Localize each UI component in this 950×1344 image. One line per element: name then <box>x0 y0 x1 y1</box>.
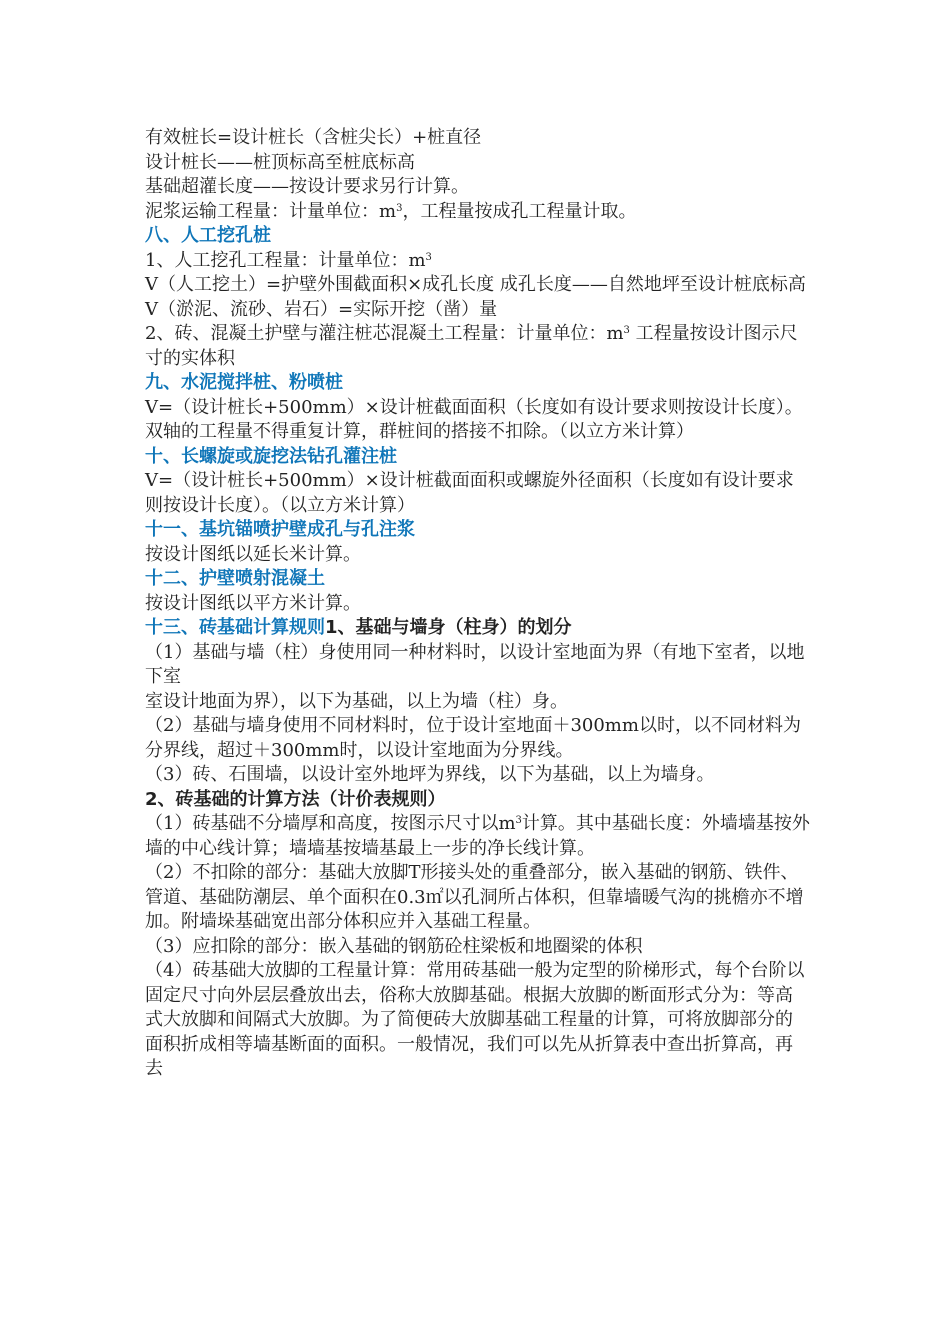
text-line: V（人工挖土）=护壁外围截面积×成孔长度 成孔长度——自然地坪至设计桩底标高 <box>145 274 806 295</box>
text-line: V=（设计桩长+500mm）×设计桩截面面积或螺旋外径面积（长度如有设计要求则按设计长度）。（以立方米计算） <box>145 470 794 516</box>
text-line: 基础超灌长度——按设计要求另行计算。 <box>145 176 469 197</box>
text-line: V=（设计桩长+500mm）×设计桩截面面积（长度如有设计要求则按设计长度）。双轴的工程量不得重复计算，群桩间的搭接不扣除。（以立方米计算） <box>145 396 803 442</box>
section-heading: 十、长螺旋或旋挖法钻孔灌注桩 <box>145 445 397 467</box>
text-line: 2、砖、混凝土护壁与灌注桩芯混凝土工程量：计量单位：$m^3$ 工程量按设计图示尺寸的实体积 <box>145 323 798 369</box>
text-line: （3）砖、石围墙，以设计室外地坪为界线，以下为基础，以上为墙身。 <box>145 764 715 785</box>
text-line: （2）基础与墙身使用不同材料时，位于设计室地面＋300mm以时，以不同材料为分界线，超过＋300mm时，以设计室地面为分界线。 <box>145 715 801 761</box>
text-line: （1）基础与墙（柱）身使用同一种材料时，以设计室地面为界（有地下室者，以地下室 <box>145 641 805 687</box>
text-line: 泥浆运输工程量：计量单位：$m^3$，工程量按成孔工程量计取。 <box>145 200 637 222</box>
text-line: V（淤泥、流砂、岩石）=实际开挖（凿）量 <box>145 298 498 320</box>
text-line: 有效桩长=设计桩长（含桩尖长）+桩直径 <box>145 127 482 148</box>
subsection-heading: 1、基础与墙身（柱身）的划分 <box>325 617 572 638</box>
text-line: 按设计图纸以延长米计算。 <box>145 543 361 565</box>
text-line: （3）应扣除的部分：嵌入基础的钢筋砼柱梁板和地圈梁的体积 <box>145 935 643 957</box>
document-page <box>145 126 810 1082</box>
subsection-heading: 2、砖基础的计算方法（计价表规则） <box>145 788 446 810</box>
section-heading-line <box>145 616 810 641</box>
section-heading: 八、人工挖孔桩 <box>145 225 271 246</box>
section-heading: 十三、砖基础计算规则 <box>145 617 325 638</box>
section-heading: 九、水泥搅拌桩、粉喷桩 <box>145 372 343 393</box>
text-line: 设计桩长——桩顶标高至桩底标高 <box>145 151 415 173</box>
text-line: 1、人工挖孔工程量：计量单位：$m^3$ <box>145 249 432 271</box>
section-heading: 十一、基坑锚喷护壁成孔与孔注浆 <box>145 519 415 540</box>
text-line: （2）不扣除的部分：基础大放脚T形接头处的重叠部分，嵌入基础的钢筋、铁件、管道、基础防潮层、单个面积在0.3㎡以孔洞所占体积，但靠墙暖气沟的挑檐亦不增加。附墙垛基础宽出部分体积应并入基础工程量。 <box>145 862 804 932</box>
text-line: 按设计图纸以平方米计算。 <box>145 592 361 614</box>
section-heading: 十二、护壁喷射混凝土 <box>145 568 325 589</box>
text-line: （1）砖基础不分墙厚和高度，按图示尺寸以$m^3$计算。其中基础长度：外墙墙基按外墙的中心线计算；墙墙基按墙基最上一步的净长线计算。 <box>145 813 810 859</box>
text-line: 室设计地面为界），以下为基础，以上为墙（柱）身。 <box>145 690 568 712</box>
text-line: （4）砖基础大放脚的工程量计算：常用砖基础一般为定型的阶梯形式，每个台阶以固定尺寸向外层层叠放出去，俗称大放脚基础。根据大放脚的断面形式分为：等高式大放脚和间隔式大放脚。为了简便砖大放脚基础工程量的计算，可将放脚部分的面积折成相等墙基断面的面积。一般情况，我们可以先从折算表中查出折算高，再去 <box>145 960 805 1079</box>
